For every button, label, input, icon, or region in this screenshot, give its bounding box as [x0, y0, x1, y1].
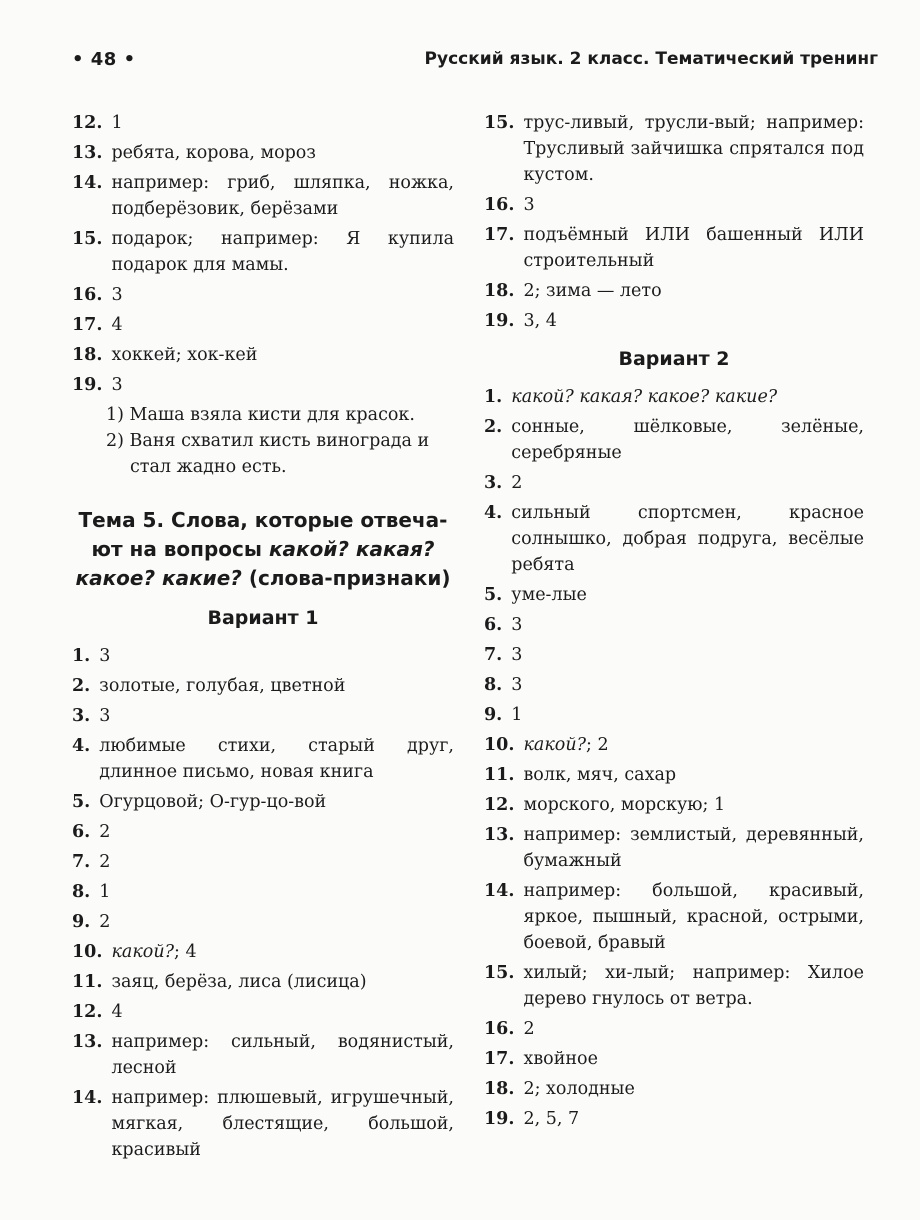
answer-text: 3 [523, 195, 535, 215]
answer-text: 2, 5, 7 [523, 1109, 580, 1129]
answer-number: 12. [72, 113, 103, 133]
answer-number: 17. [484, 1049, 515, 1069]
answer-italic: какой? [523, 735, 586, 755]
answer-number: 14. [484, 881, 515, 901]
answer-item [72, 939, 454, 965]
answer-list-variant-2 [484, 384, 864, 1132]
answer-text: заяц, берёза, лиса (лисица) [111, 972, 367, 992]
answer-item [484, 822, 864, 874]
answer-number: 5. [72, 792, 91, 812]
answer-item [72, 226, 454, 278]
answer-number: 11. [484, 765, 515, 785]
answer-number: 1. [72, 646, 91, 666]
sub-answer: 2) Ваня схватил кисть винограда и стал жадно есть. [106, 431, 430, 477]
answer-item [484, 642, 864, 668]
sub-answer-list [72, 402, 454, 480]
answer-item [484, 308, 864, 334]
answer-item [484, 470, 864, 496]
answer-item [484, 414, 864, 466]
answer-number: 9. [484, 705, 503, 725]
answer-item [72, 342, 454, 368]
answer-text: например: сильный, водянистый, лесной [111, 1032, 454, 1078]
answer-item [484, 1046, 864, 1072]
answer-text: волк, мяч, сахар [523, 765, 677, 785]
answer-text: хилый; хи-лый; например: Хилое дерево гнулось от ветра. [523, 963, 864, 1009]
answer-text: 4 [111, 1002, 123, 1022]
answer-item [72, 673, 454, 699]
answer-text: 2; зима — лето [523, 281, 662, 301]
answer-number: 17. [484, 225, 515, 245]
answer-number: 2. [484, 417, 503, 437]
answer-number: 4. [72, 736, 91, 756]
answer-item [72, 170, 454, 222]
answer-item [484, 1076, 864, 1102]
answer-item [72, 372, 454, 398]
answer-text: 2 [99, 852, 111, 872]
answer-text: 3 [99, 706, 111, 726]
page-header [72, 44, 878, 74]
answer-item [484, 960, 864, 1012]
answer-text: ребята, корова, мороз [111, 143, 316, 163]
answer-number: 10. [484, 735, 515, 755]
answer-item [72, 879, 454, 905]
answer-text: например: гриб, шляпка, ножка, подберёзовик, берёзами [111, 173, 454, 219]
answer-number: 14. [72, 173, 103, 193]
answer-item [484, 222, 864, 274]
answer-item [484, 878, 864, 956]
answer-text: Огурцовой; О-гур-цо-вой [99, 792, 327, 812]
answer-item [484, 192, 864, 218]
answer-number: 19. [484, 311, 515, 331]
sub-answer: 1) Маша взяла кисти для красок. [106, 405, 415, 425]
answer-text: хвойное [523, 1049, 598, 1069]
answer-text: 1 [511, 705, 523, 725]
answer-text: например: землистый, деревянный, бумажный [523, 825, 864, 871]
answer-item [484, 384, 864, 410]
answer-number: 19. [72, 375, 103, 395]
answer-number: 13. [72, 1032, 103, 1052]
answer-text: например: большой, красивый, яркое, пышный, красной, острыми, боевой, бравый [523, 881, 864, 953]
topic-heading-part2: (слова-признаки) [241, 566, 451, 590]
answer-text: 1 [111, 113, 123, 133]
answer-number: 3. [72, 706, 91, 726]
answer-item [72, 643, 454, 669]
answer-item [72, 140, 454, 166]
answer-text: уме-лые [511, 585, 587, 605]
answer-number: 18. [484, 281, 515, 301]
answer-rest: ; 4 [173, 942, 197, 962]
answer-item [484, 762, 864, 788]
answer-item [484, 1016, 864, 1042]
answer-italic: какой? какая? какое? какие? [511, 387, 778, 407]
page-number: • 48 • [72, 48, 136, 70]
answer-text: 2 [523, 1019, 535, 1039]
answer-number: 14. [72, 1088, 103, 1108]
answer-list-top-right [484, 110, 864, 334]
variant-1-title: Вариант 1 [207, 607, 319, 629]
book-title: Русский язык. 2 класс. Тематический тренинг [424, 49, 878, 69]
answer-number: 8. [484, 675, 503, 695]
answer-item [72, 733, 454, 785]
answer-text: сильный спортсмен, красное солнышко, добрая подруга, весёлые ребята [511, 503, 864, 575]
answer-item [72, 999, 454, 1025]
answer-item [72, 703, 454, 729]
answer-list-top-left [72, 110, 454, 398]
answer-item [484, 582, 864, 608]
answer-number: 11. [72, 972, 103, 992]
answer-text: сонные, шёлковые, зелёные, серебряные [511, 417, 864, 463]
answer-number: 15. [484, 963, 515, 983]
answer-number: 17. [72, 315, 103, 335]
answer-text: морского, морскую; 1 [523, 795, 726, 815]
answer-number: 15. [72, 229, 103, 249]
answer-text: например: плюшевый, игрушечный, мягкая, блестящие, большой, красивый [111, 1088, 454, 1160]
answer-text: 3 [511, 675, 523, 695]
answer-number: 18. [484, 1079, 515, 1099]
answer-item [484, 612, 864, 638]
answer-item [72, 819, 454, 845]
answer-number: 7. [484, 645, 503, 665]
answer-number: 19. [484, 1109, 515, 1129]
answer-text: 2 [511, 473, 523, 493]
answer-number: 8. [72, 882, 91, 902]
variant-2-title: Вариант 2 [618, 348, 730, 370]
answer-number: 12. [72, 1002, 103, 1022]
answer-text: подарок; например: Я купила подарок для мамы. [111, 229, 454, 275]
answer-text: 1 [99, 882, 111, 902]
answer-number: 3. [484, 473, 503, 493]
answer-text: 3 [111, 375, 123, 395]
answer-item [484, 278, 864, 304]
topic-heading [72, 506, 454, 593]
answer-number: 13. [484, 825, 515, 845]
answer-text: подъёмный ИЛИ башенный ИЛИ строительный [523, 225, 864, 271]
answer-number: 12. [484, 795, 515, 815]
answer-rest: ; 2 [585, 735, 609, 755]
answer-item [72, 849, 454, 875]
answer-text: хоккей; хок-кей [111, 345, 258, 365]
answer-text: 2; холодные [523, 1079, 635, 1099]
answer-number: 16. [484, 1019, 515, 1039]
answer-text: 3 [511, 645, 523, 665]
left-column [72, 110, 454, 1167]
answer-text [523, 732, 864, 758]
answer-number: 2. [72, 676, 91, 696]
answer-item [484, 672, 864, 698]
answer-text: 3 [511, 615, 523, 635]
answer-text: 2 [99, 912, 111, 932]
answer-item [72, 1029, 454, 1081]
answer-item [72, 110, 454, 136]
answer-text: 4 [111, 315, 123, 335]
answer-item [72, 789, 454, 815]
answer-item [484, 110, 864, 188]
topic-heading-part1: Тема 5. Слова, которые отвеча-ют на вопросы [78, 508, 448, 561]
answer-text [111, 939, 454, 965]
answer-italic: какой? [111, 942, 174, 962]
answer-item [72, 312, 454, 338]
answer-item [72, 909, 454, 935]
answer-number: 6. [484, 615, 503, 635]
answer-item [72, 282, 454, 308]
answer-number: 5. [484, 585, 503, 605]
answer-list-variant-1 [72, 643, 454, 1163]
answer-number: 6. [72, 822, 91, 842]
answer-text: золотые, голубая, цветной [99, 676, 346, 696]
answer-text [511, 384, 864, 410]
answer-item [484, 732, 864, 758]
answer-item [484, 792, 864, 818]
answer-text: 2 [99, 822, 111, 842]
answer-item [484, 1106, 864, 1132]
answer-number: 7. [72, 852, 91, 872]
answer-text: 3 [99, 646, 111, 666]
answer-item [484, 702, 864, 728]
answer-number: 10. [72, 942, 103, 962]
answer-number: 1. [484, 387, 503, 407]
right-column [484, 110, 864, 1136]
answer-number: 18. [72, 345, 103, 365]
answer-number: 9. [72, 912, 91, 932]
answer-text: 3, 4 [523, 311, 557, 331]
answer-number: 16. [484, 195, 515, 215]
answer-number: 15. [484, 113, 515, 133]
topic-heading-questions: какой? какая? какое? какие? [75, 537, 435, 590]
answer-text: 3 [111, 285, 123, 305]
answer-item [72, 969, 454, 995]
answer-text: трус-ливый, трусли-вый; например: Трусливый зайчишка спрятался под кустом. [523, 113, 864, 185]
answer-number: 16. [72, 285, 103, 305]
answer-number: 13. [72, 143, 103, 163]
answer-item [484, 500, 864, 578]
answer-item [72, 1085, 454, 1163]
answer-text: любимые стихи, старый друг, длинное письмо, новая книга [99, 736, 454, 782]
answer-number: 4. [484, 503, 503, 523]
